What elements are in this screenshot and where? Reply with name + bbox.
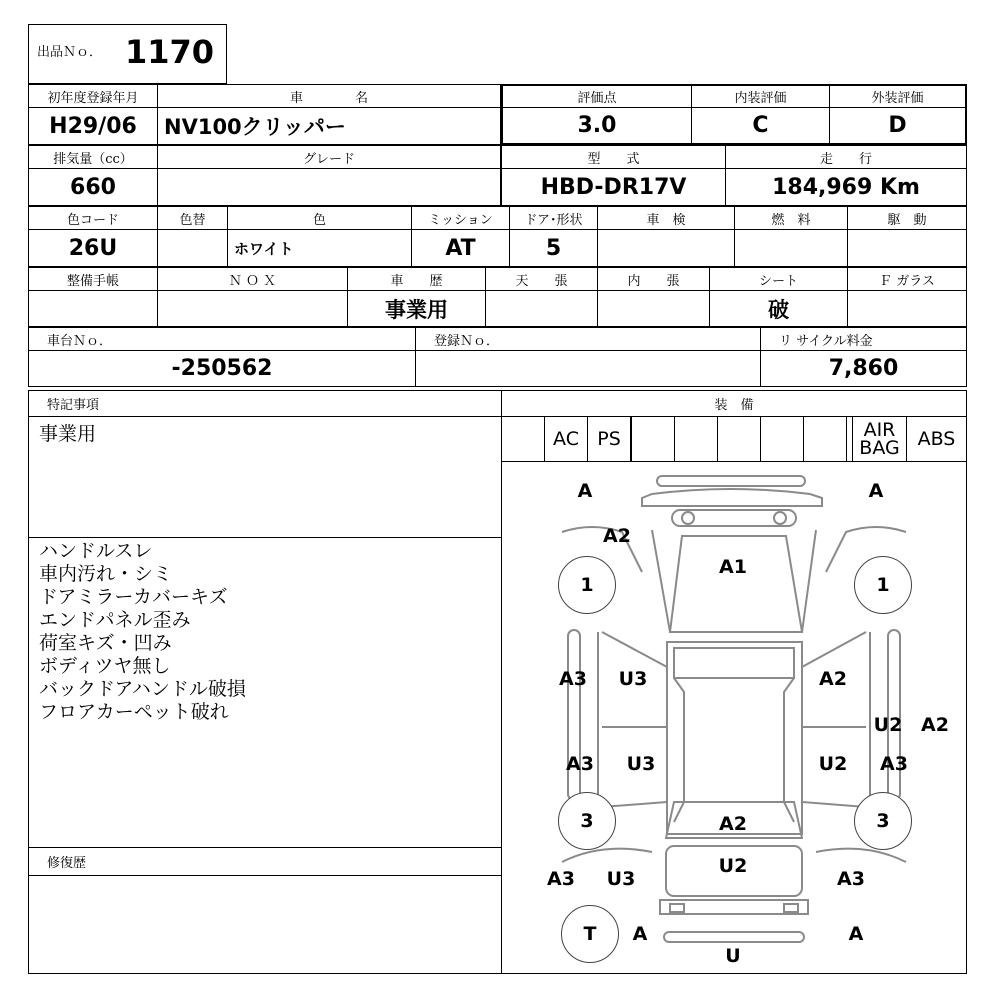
equipment-item [674,416,718,462]
car-name-label: 車 名 [157,84,501,108]
glass-label: Ｆ ガラス [847,267,967,291]
remark-line: バックドアハンドル破損 [39,678,246,700]
repair-value [28,875,502,974]
damage-mark: A [632,923,648,945]
damage-mark: A [577,480,593,502]
remark-line: フロアカーペット破れ [39,701,229,723]
remarks-label: 特記事項 [28,390,502,417]
equipment-item [631,416,675,462]
maintenance-label: 整備手帳 [28,267,158,291]
exterior-label: 外装評価 [829,84,967,108]
damage-mark: A3 [547,868,575,890]
color-value: ホワイト [227,229,412,267]
wheel-marker: 3 [854,792,912,850]
mission-label: ミッション [411,206,510,230]
seat-value: 破 [709,290,848,327]
damage-mark: A2 [921,714,949,736]
equipment-item [803,416,847,462]
remarks-top-box [28,416,502,538]
damage-mark: A2 [819,668,847,690]
damage-mark: U3 [618,668,648,690]
wheel-marker: 3 [558,792,616,850]
equipment-item [717,416,761,462]
color-code-label: 色コード [28,206,158,230]
damage-mark: A [868,480,884,502]
damage-mark: A3 [559,668,587,690]
remark-line: ドアミラーカバーキズ [39,586,228,608]
equipment-item: AIR BAG [852,416,907,462]
wheel-marker: T [561,905,619,963]
wheel-marker: 1 [558,556,616,614]
first-reg-value: H29/06 [28,107,158,145]
inner-value [597,290,710,327]
glass-value [847,290,967,327]
damage-mark: A2 [603,525,631,547]
score-label: 評価点 [501,84,692,108]
equipment-item: ABS [906,416,967,462]
color-code-value: 26U [28,229,158,267]
displacement-value: 660 [28,168,158,206]
damage-mark: A2 [719,813,747,835]
nox-label: Ｎ Ｏ Ｘ [157,267,348,291]
remark-line: 車内汚れ・シミ [39,563,173,585]
ceiling-label: 天 張 [485,267,598,291]
score-value: 3.0 [501,107,692,145]
drive-value [847,229,967,267]
displacement-label: 排気量（cc） [28,145,158,169]
regno-value [415,350,761,387]
lot-number: 1170 [125,33,215,71]
remark-line: エンドパネル歪み [39,609,191,631]
nox-value [157,290,348,327]
car-name-value: NV100クリッパー [157,107,501,145]
wheel-marker: 1 [854,556,912,614]
grade-value [157,168,501,206]
seat-label: シート [709,267,848,291]
damage-mark: A3 [566,753,594,775]
chassis-label: 車台Ｎｏ． [28,327,416,351]
first-reg-label: 初年度登録年月 [28,84,158,108]
recycle-label: リ サイクル料金 [760,327,967,351]
remarks-top: 事業用 [39,423,97,445]
equipment-item: PS [587,416,631,462]
lot-label: 出品Ｎｏ． [37,45,103,60]
repair-label: 修復歴 [28,847,502,876]
mileage-label: 走 行 [725,145,967,169]
equipment-item: AC [544,416,588,462]
color-label: 色 [227,206,412,230]
damage-mark: U2 [818,753,848,775]
damage-mark: U2 [873,714,903,736]
damage-mark: U3 [626,753,656,775]
remark-line: 荷室キズ・凹み [39,632,172,654]
interior-label: 内装評価 [691,84,830,108]
chassis-value: -250562 [28,350,416,387]
inner-label: 内 張 [597,267,710,291]
ceiling-value [485,290,598,327]
car-outline [502,462,966,973]
inspection-label: 車 検 [597,206,735,230]
remark-line: ボディツヤ無し [39,655,171,677]
exterior-value: D [829,107,967,145]
remarks-list-box [28,537,502,848]
car-diagram-box [501,461,967,974]
mileage-value: 184,969 Km [725,168,967,206]
damage-mark: U [725,945,741,967]
remarks-list [39,540,246,724]
maintenance-value [28,290,158,327]
equipment-label: 装 備 [501,390,967,417]
damage-mark: A3 [837,868,865,890]
fuel-value [734,229,848,267]
equipment-item [760,416,804,462]
damage-mark: A1 [719,556,747,578]
damage-mark: U3 [606,868,636,890]
history-value: 事業用 [347,290,486,327]
history-label: 車 歴 [347,267,486,291]
damage-mark: A [848,923,864,945]
door-label: ドア･形状 [509,206,598,230]
recycle-value: 7,860 [760,350,967,387]
fuel-label: 燃 料 [734,206,848,230]
model-value: HBD-DR17V [501,168,726,206]
model-label: 型 式 [501,145,726,169]
damage-mark: A3 [880,753,908,775]
repaint-value [157,229,228,267]
mission-value: AT [411,229,510,267]
drive-label: 駆 動 [847,206,967,230]
remark-line: ハンドルスレ [39,540,153,562]
door-value: 5 [509,229,598,267]
damage-mark: U2 [718,855,748,877]
interior-value: C [691,107,830,145]
inspection-value [597,229,735,267]
grade-label: グレード [157,145,501,169]
repaint-label: 色替 [157,206,228,230]
lot-box [28,24,227,84]
regno-label: 登録Ｎｏ． [415,327,761,351]
